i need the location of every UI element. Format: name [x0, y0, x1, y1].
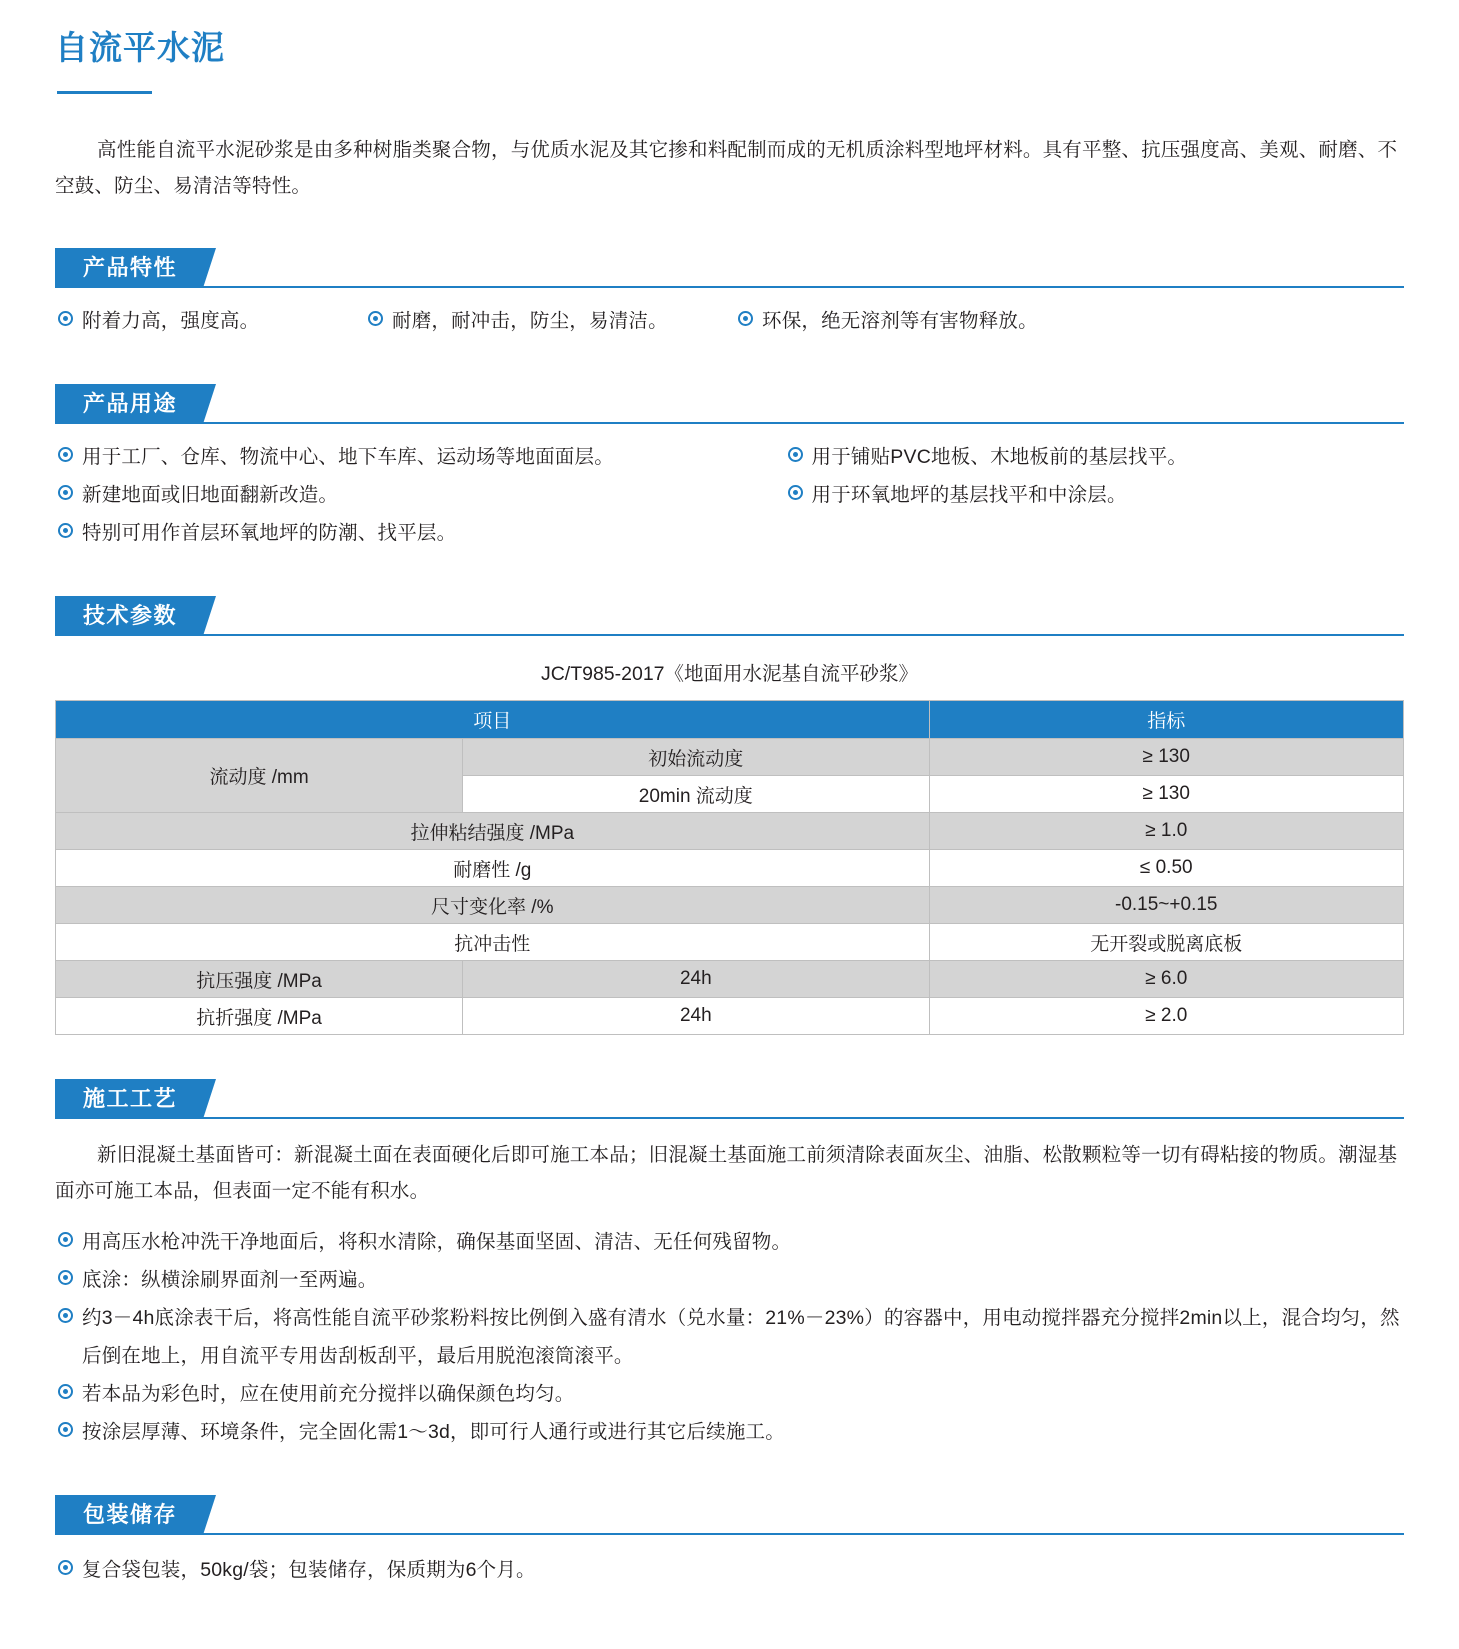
ring-bullet-icon [58, 523, 73, 538]
bottom-spacer [55, 1589, 1404, 1649]
section-rule [55, 286, 1404, 288]
section-header-process [55, 1079, 1404, 1119]
list-item-label: 用于工厂、仓库、物流中心、地下车库、运动场等地面面层。 [82, 446, 614, 469]
list-item [785, 438, 1405, 476]
list-item-label: 用于环氧地坪的基层找平和中涂层。 [811, 484, 1127, 507]
ring-bullet-icon [58, 1308, 73, 1323]
table-row [56, 924, 1404, 961]
cell-group: 抗折强度 /MPa [56, 998, 463, 1035]
list-item [55, 1551, 1404, 1589]
cell-value: ≥ 2.0 [929, 998, 1404, 1035]
list-item-label: 环保，绝无溶剂等有害物释放。 [762, 310, 1038, 333]
cell-group: 尺寸变化率 /% [56, 887, 930, 924]
ring-bullet-icon [58, 485, 73, 500]
section-packaging [55, 1495, 1404, 1589]
list-item-label: 附着力高，强度高。 [82, 310, 260, 333]
list-item [55, 476, 730, 514]
list-item [55, 438, 730, 476]
section-title-features: 产品特性 [55, 248, 203, 288]
cell-value: -0.15~+0.15 [929, 887, 1404, 924]
table-row [56, 887, 1404, 924]
list-item-label: 特别可用作首层环氧地坪的防潮、找平层。 [82, 522, 457, 545]
cell-sub: 20min 流动度 [463, 776, 929, 813]
section-title-uses: 产品用途 [55, 384, 203, 424]
list-item-label: 用高压水枪冲洗干净地面后，将积水清除，确保基面坚固、清洁、无任何残留物。 [82, 1231, 792, 1254]
ring-bullet-icon [58, 1384, 73, 1399]
section-rule [55, 634, 1404, 636]
table-row [56, 850, 1404, 887]
table-row [56, 813, 1404, 850]
list-item [55, 1223, 1404, 1261]
uses-list [55, 438, 1404, 552]
column-header-index: 指标 [929, 701, 1404, 739]
cell-group: 抗冲击性 [56, 924, 930, 961]
table-row [56, 998, 1404, 1035]
ring-bullet-icon [58, 447, 73, 462]
section-tech [55, 596, 1404, 1035]
list-item-label: 用于铺贴PVC地板、木地板前的基层找平。 [811, 446, 1188, 469]
list-item [365, 302, 735, 340]
list-item-label: 底涂：纵横涂刷界面剂一至两遍。 [82, 1269, 378, 1292]
section-process [55, 1079, 1404, 1451]
ring-bullet-icon [58, 1560, 73, 1575]
cell-sub: 初始流动度 [463, 739, 929, 776]
list-item [55, 1413, 1404, 1451]
section-header-packaging [55, 1495, 1404, 1535]
cell-value: ≥ 1.0 [929, 813, 1404, 850]
section-features [55, 248, 1404, 340]
list-item-label: 按涂层厚薄、环境条件，完全固化需1～3d，即可行人通行或进行其它后续施工。 [82, 1421, 785, 1444]
section-rule [55, 422, 1404, 424]
list-item-label: 若本品为彩色时，应在使用前充分搅拌以确保颜色均匀。 [82, 1383, 575, 1406]
standard-reference: JC/T985-2017《地面用水泥基自流平砂浆》 [540, 663, 919, 686]
list-item-label: 复合袋包装，50kg/袋；包装储存，保质期为6个月。 [82, 1559, 536, 1582]
section-rule [55, 1533, 1404, 1535]
page-title: 自流平水泥 [55, 29, 225, 66]
section-header-tech [55, 596, 1404, 636]
process-list [55, 1223, 1404, 1451]
cell-group: 流动度 /mm [56, 739, 463, 813]
list-item-label: 约3－4h底涂表干后，将高性能自流平砂浆粉料按比例倒入盛有清水（兑水量：21%－23%）的容器中，用电动搅拌器充分搅拌2min以上，混合均匀，然后倒在地上，用自流平专用齿刮板刮平，最后用脱泡滚筒滚平。 [82, 1307, 1400, 1368]
list-item [55, 1261, 1404, 1299]
ring-bullet-icon [58, 1232, 73, 1247]
list-item-label: 新建地面或旧地面翻新改造。 [82, 484, 339, 507]
cell-sub: 24h [463, 998, 929, 1035]
list-item [55, 1299, 1404, 1375]
uses-column-right [730, 438, 1405, 552]
intro-paragraph: 高性能自流平水泥砂浆是由多种树脂类聚合物，与优质水泥及其它掺和料配制而成的无机质涂料型地坪材料。具有平整、抗压强度高、美观、耐磨、不空鼓、防尘、易清洁等特性。 [55, 139, 1398, 198]
packaging-list [55, 1551, 1404, 1589]
column-header-item: 项目 [56, 701, 930, 739]
cell-value: ≥ 6.0 [929, 961, 1404, 998]
cell-value: ≥ 130 [929, 739, 1404, 776]
list-item [55, 302, 365, 340]
section-rule [55, 1117, 1404, 1119]
list-item [55, 514, 730, 552]
section-title-packaging: 包装储存 [55, 1495, 203, 1535]
section-title-process: 施工工艺 [55, 1079, 203, 1119]
list-item [785, 476, 1405, 514]
title-underline-rule [57, 91, 152, 94]
section-title-tech: 技术参数 [55, 596, 203, 636]
ring-bullet-icon [788, 447, 803, 462]
table-row [56, 739, 1404, 776]
section-uses [55, 384, 1404, 552]
cell-group: 抗压强度 /MPa [56, 961, 463, 998]
uses-column-left [55, 438, 730, 552]
ring-bullet-icon [58, 1270, 73, 1285]
cell-value: ≤ 0.50 [929, 850, 1404, 887]
list-item-label: 耐磨，耐冲击，防尘，易清洁。 [392, 310, 668, 333]
cell-group: 拉伸粘结强度 /MPa [56, 813, 930, 850]
document-page [0, 22, 1459, 1649]
cell-value: ≥ 130 [929, 776, 1404, 813]
ring-bullet-icon [58, 311, 73, 326]
list-item [735, 302, 1404, 340]
section-header-uses [55, 384, 1404, 424]
table-row [56, 961, 1404, 998]
process-paragraph: 新旧混凝土基面皆可：新混凝土面在表面硬化后即可施工本品；旧混凝土基面施工前须清除表面灰尘、油脂、松散颗粒等一切有碍粘接的物质。潮湿基面亦可施工本品，但表面一定不能有积水。 [55, 1144, 1398, 1203]
ring-bullet-icon [738, 311, 753, 326]
cell-value: 无开裂或脱离底板 [929, 924, 1404, 961]
cell-sub: 24h [463, 961, 929, 998]
tech-parameters-table [55, 700, 1404, 1035]
ring-bullet-icon [58, 1422, 73, 1437]
ring-bullet-icon [368, 311, 383, 326]
list-item [55, 1375, 1404, 1413]
features-list [55, 302, 1404, 340]
table-header-row [56, 701, 1404, 739]
cell-group: 耐磨性 /g [56, 850, 930, 887]
ring-bullet-icon [788, 485, 803, 500]
section-header-features [55, 248, 1404, 288]
